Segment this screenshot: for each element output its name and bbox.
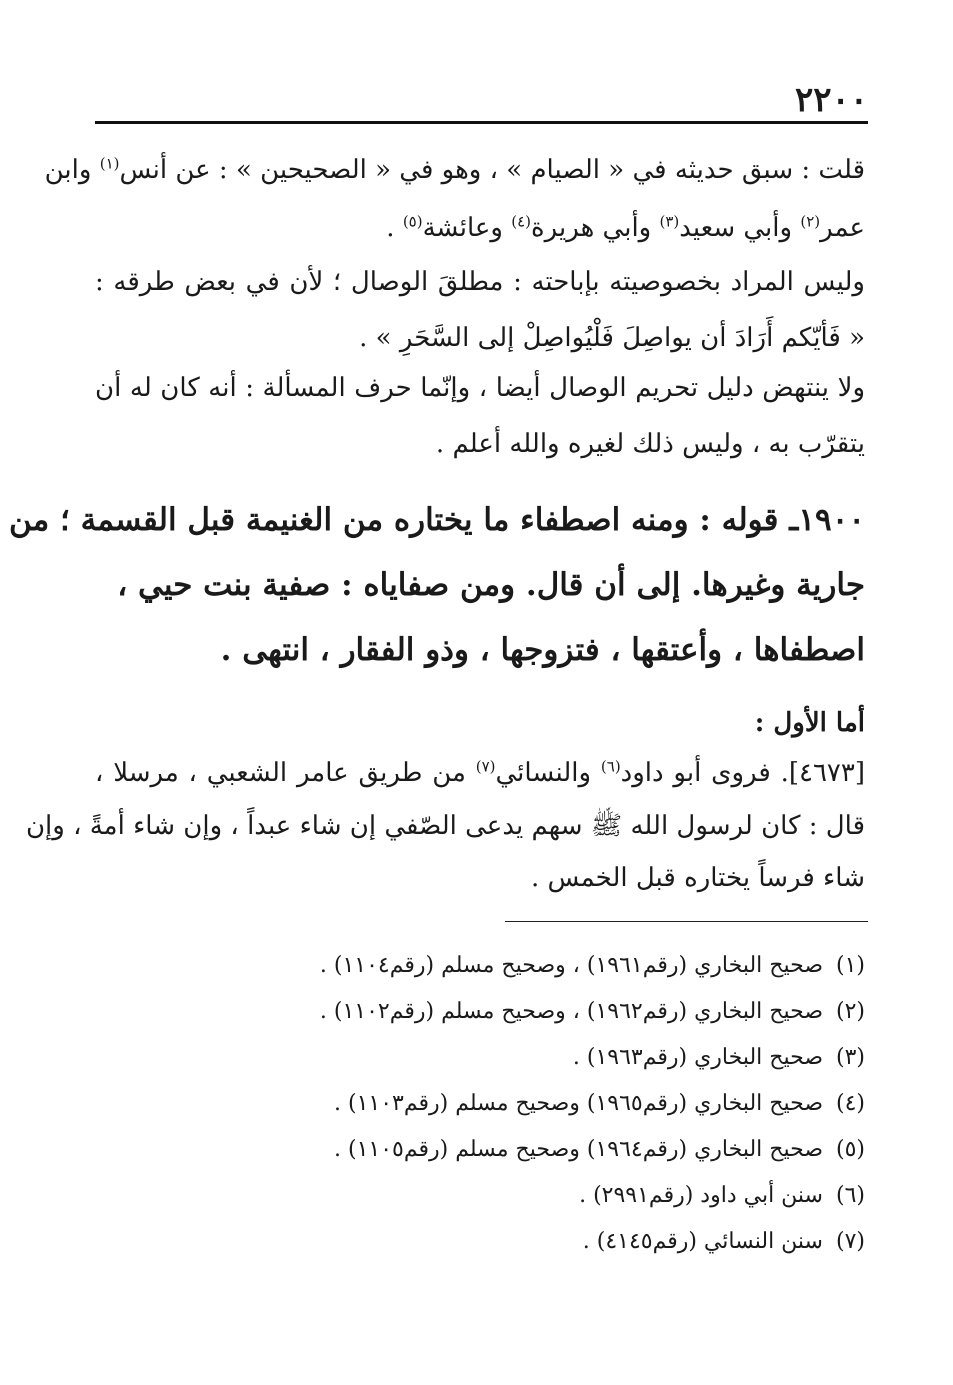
paragraph-4-line-2: قال : كان لرسول الله ﷺ سهم يدعى الصّفي إن شاء عبداً ، وإن شاء أمةً ، وإن	[25, 811, 865, 841]
footnote-number: (٤)	[835, 1091, 865, 1116]
paragraph-2-line-2: « فَأيّكم أَرَادَ أن يواصِلَ فَلْيُواصِلْ إلى السَّحَرِ » .	[359, 323, 865, 353]
footnote-number: (١)	[835, 953, 865, 978]
footnote-number: (٦)	[835, 1183, 865, 1208]
text-segment: عمر	[820, 213, 865, 243]
heading-line-1: ١٩٠٠ـ قوله : ومنه اصطفاء ما يختاره من الغنيمة قبل القسمة ؛ من	[9, 502, 865, 538]
footnote-text: صحيح البخاري (رقم١٩٦٢) ، وصحيح مسلم (رقم١١٠٢) .	[319, 999, 823, 1024]
paragraph-2-line-1: وليس المراد بخصوصيته بإباحته : مطلقَ الوصال ؛ لأن في بعض طرقه :	[95, 267, 865, 297]
paragraph-1-line-2	[95, 208, 865, 248]
heading-line-2: جارية وغيرها. إلى أن قال. ومن صفاياه : صفية بنت حيي ،	[117, 567, 865, 603]
text-segment: وابن	[44, 155, 100, 185]
text-segment: .	[386, 213, 403, 243]
heading-line-3: اصطفاها ، وأعتقها ، فتزوجها ، وذو الفقار ، انتهى .	[220, 632, 865, 668]
footnote-number: (٥)	[835, 1137, 865, 1162]
footnote-ref-2[interactable]: (٢)	[800, 212, 821, 231]
text-segment: [٤٦٧٣]. فروى أبو داود	[620, 758, 865, 788]
text-segment: من طريق عامر الشعبي ، مرسلا ،	[95, 758, 476, 788]
footnote-2	[280, 995, 865, 1029]
footnote-number: (٣)	[835, 1045, 865, 1070]
footnote-text: صحيح البخاري (رقم١٩٦٥) وصحيح مسلم (رقم١١٠٣) .	[334, 1091, 823, 1116]
text-segment: وأبي هريرة	[531, 213, 660, 243]
footnote-ref-4[interactable]: (٤)	[511, 212, 532, 231]
footnote-ref-7[interactable]: (٧)	[475, 757, 496, 776]
paragraph-4-line-1	[95, 753, 865, 793]
text-segment: وأبي سعيد	[679, 213, 801, 243]
footnote-ref-6[interactable]: (٦)	[600, 757, 621, 776]
footnote-4	[280, 1087, 865, 1121]
footnote-text: سنن أبي داود (رقم٢٩٩١) .	[579, 1183, 823, 1208]
paragraph-1-line-1	[44, 150, 865, 190]
footnote-text: صحيح البخاري (رقم١٩٦٣) .	[572, 1045, 823, 1070]
text-segment: وعائشة	[422, 213, 512, 243]
footnote-ref-3[interactable]: (٣)	[659, 212, 680, 231]
footnote-5	[280, 1133, 865, 1167]
subheading: أما الأول :	[754, 708, 865, 738]
footnote-7	[280, 1225, 865, 1259]
text-segment: والنسائي	[495, 758, 601, 788]
page-number: ٢٢٠٠	[794, 80, 868, 120]
footnote-ref-1[interactable]: (١)	[99, 154, 120, 173]
text-segment: قلت : سبق حديثه في « الصيام » ، وهو في « الصحيحين » : عن أنس	[119, 155, 865, 185]
paragraph-3-line-2: يتقرّب به ، وليس ذلك لغيره والله أعلم .	[435, 429, 865, 459]
footnote-6	[280, 1179, 865, 1213]
footnote-text: صحيح البخاري (رقم١٩٦٤) وصحيح مسلم (رقم١١٠٥) .	[334, 1137, 823, 1162]
header-divider	[95, 121, 868, 124]
footnote-3	[280, 1041, 865, 1075]
paragraph-3-line-1: ولا ينتهض دليل تحريم الوصال أيضا ، وإنّما حرف المسألة : أنه كان له أن	[95, 373, 865, 403]
footnote-ref-5[interactable]: (٥)	[402, 212, 423, 231]
footnote-number: (٧)	[835, 1229, 865, 1254]
paragraph-4-line-3: شاء فرساً يختاره قبل الخمس .	[530, 863, 865, 893]
footnote-number: (٢)	[835, 999, 865, 1024]
footnote-text: سنن النسائي (رقم٤١٤٥) .	[582, 1229, 823, 1254]
footnote-1	[280, 949, 865, 983]
footnote-divider	[505, 921, 868, 922]
footnote-text: صحيح البخاري (رقم١٩٦١) ، وصحيح مسلم (رقم١١٠٤) .	[319, 953, 823, 978]
